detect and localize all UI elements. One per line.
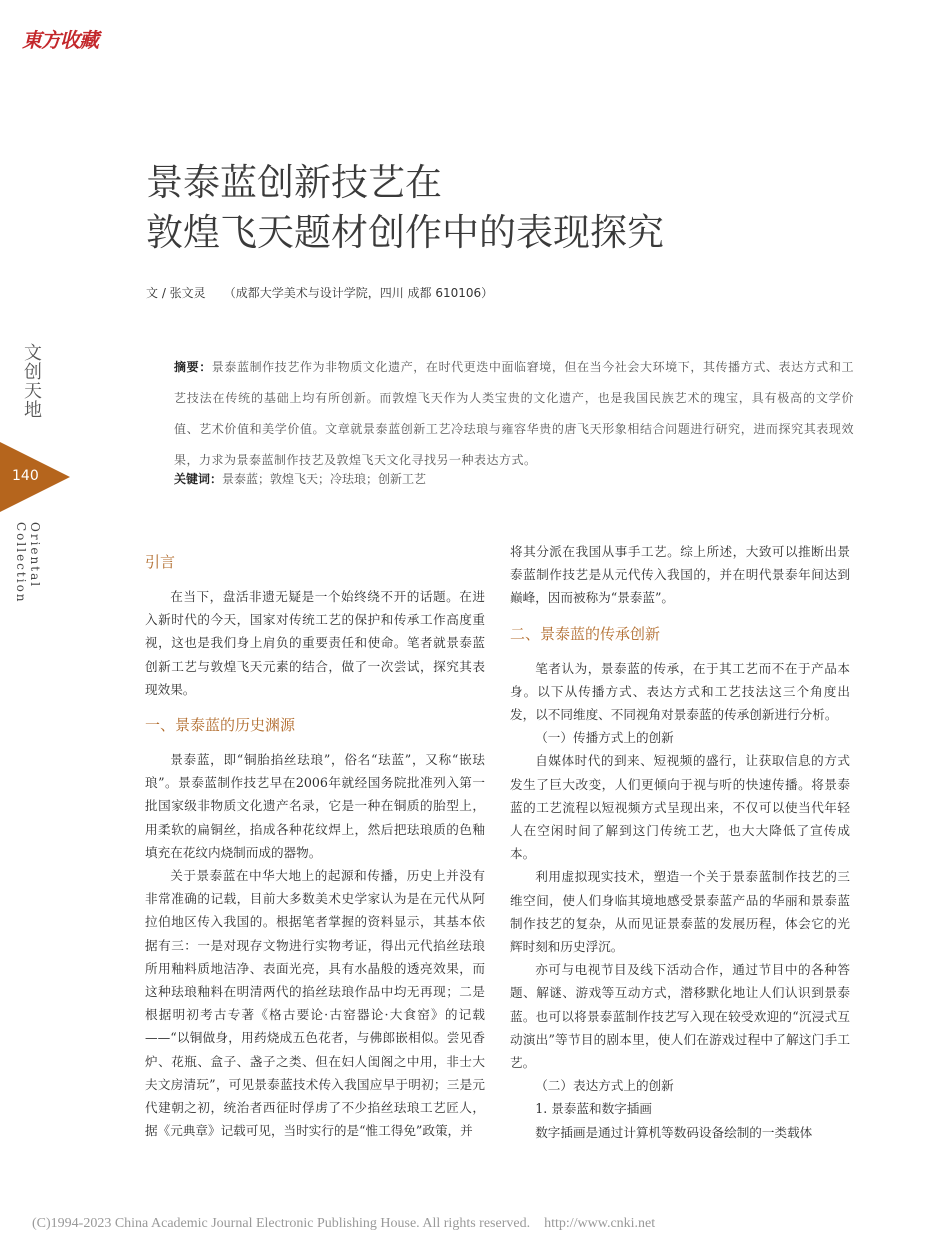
keywords-text: 景泰蓝；敦煌飞天；冷珐琅；创新工艺: [222, 472, 427, 486]
heading-history: 一、景泰蓝的历史渊源: [145, 716, 296, 735]
heading-intro: 引言: [145, 553, 176, 571]
paragraph: 亦可与电视节目及线下活动合作，通过节目中的各种答题、解谜、游戏等互动方式，潜移默化地让人们认识到景泰蓝。也可以将景泰蓝制作技艺写入现在较受欢迎的“沉浸式互动演出”等节目的剧本里，使人们在游戏过程中了解这门手工艺。: [510, 962, 850, 1071]
journal-name-vertical: Oriental Collection: [14, 522, 42, 604]
keywords-label: 关键词：: [174, 472, 223, 486]
author-name: 文 / 张文灵: [146, 286, 206, 300]
copyright-footer: (C)1994-2023 China Academic Journal Electronic Publishing House. All rights reserved. http://www.cnki.net: [32, 1216, 656, 1231]
paragraph: 在当下，盘活非遗无疑是一个始终绕不开的话题。在进入新时代的今天，国家对传统工艺的保护和传承工作高度重视，这也是我们身上肩负的重要责任和使命。笔者就景泰蓝创新工艺与敦煌飞天元素的结合，做了一次尝试，探究其表现效果。: [145, 589, 485, 697]
abstract: [174, 352, 854, 476]
title-line-1: 景泰蓝创新技艺在: [146, 161, 442, 204]
author-line: [146, 284, 493, 301]
subheading: 1. 景泰蓝和数字插画: [535, 1101, 652, 1117]
article-title: [146, 158, 866, 258]
paragraph: 利用虚拟现实技术，塑造一个关于景泰蓝制作技艺的三维空间，使人们身临其境地感受景泰蓝产品的华丽和景泰蓝制作技艺的复杂，从而见证景泰蓝的发展历程，体会它的光辉时刻和历史浮沉。: [510, 869, 850, 955]
keywords: [174, 470, 854, 487]
right-column: [510, 540, 850, 1144]
left-column: [145, 540, 485, 1142]
section-label: 文创天地: [24, 343, 42, 421]
journal-logo: 東方收藏: [22, 28, 98, 52]
page-number-tab: [0, 442, 70, 512]
title-line-2: 敦煌飞天题材创作中的表现探究: [146, 211, 664, 254]
subheading: （一）传播方式上的创新: [535, 730, 674, 746]
heading-inheritance: 二、景泰蓝的传承创新: [510, 624, 661, 643]
page-number: 140: [12, 468, 39, 484]
paragraph: 自媒体时代的到来、短视频的盛行，让获取信息的方式发生了巨大改变，人们更倾向于视与听的快速传播。将景泰蓝的工艺流程以短视频方式呈现出来，不仅可以使当代年轻人在空闲时间了解到这门传统工艺，也大大降低了宣传成本。: [510, 753, 850, 862]
paragraph: 景泰蓝，即“铜胎掐丝珐琅”，俗名“珐蓝”，又称“嵌珐琅”。景泰蓝制作技艺早在2006年就经国务院批准列入第一批国家级非物质文化遗产名录，它是一种在铜质的胎型上，用柔软的扁铜丝，掐成各种花纹焊上，然后把珐琅质的色釉填充在花纹内烧制而成的器物。: [145, 752, 485, 860]
author-affiliation: （成都大学美术与设计学院，四川 成都 610106）: [223, 286, 494, 300]
paragraph: 关于景泰蓝在中华大地上的起源和传播，历史上并没有非常准确的记载，目前大多数美术史学家认为是在元代从阿拉伯地区传入我国的。根据笔者掌握的资料显示，其基本依据有三：一是对现存文物进行实物考证，得出元代掐丝珐琅所用釉料质地洁净、表面光亮，具有水晶般的透亮效果，而这种珐琅釉料在明清两代的掐丝珐琅作品中均无再现；二是根据明初考古专著《格古要论·古窑器论·大食窑》的记载——“以铜做身，用药烧成五色花者，与佛郎嵌相似。尝见香炉、花瓶、盒子、盏子之类、但在妇人闺阁之中用，非士大夫文房清玩”，可见景泰蓝技术传入我国应早于明初；三是元代建朝之初，统治者西征时俘虏了不少掐丝珐琅工艺匠人，据《元典章》记载可见，当时实行的是“惟工得免”政策，并: [145, 868, 485, 1139]
subheading: （二）表达方式上的创新: [535, 1078, 674, 1094]
paragraph: 数字插画是通过计算机等数码设备绘制的一类载体: [535, 1124, 813, 1140]
paragraph: 笔者认为，景泰蓝的传承，在于其工艺而不在于产品本身。以下从传播方式、表达方式和工艺技法这三个角度出发，以不同维度、不同视角对景泰蓝的传承创新进行分析。: [510, 660, 850, 723]
paragraph: 将其分派在我国从事手工艺。综上所述，大致可以推断出景泰蓝制作技艺是从元代传入我国的，并在明代景泰年间达到巅峰，因而被称为“景泰蓝”。: [510, 544, 850, 606]
abstract-text: 景泰蓝制作技艺作为非物质文化遗产，在时代更迭中面临窘境，但在当今社会大环境下，其传播方式、表达方式和工艺技法在传统的基础上均有所创新。而敦煌飞天作为人类宝贵的文化遗产，也是我国民族艺术的瑰宝，具有极高的文学价值、艺术价值和美学价值。文章就景泰蓝创新工艺冷珐琅与雍容华贵的唐飞天形象相结合问题进行研究，进而探究其表现效果，力求为景泰蓝制作技艺及敦煌飞天文化寻找另一种表达方式。: [174, 360, 854, 467]
abstract-label: 摘要：: [174, 360, 212, 374]
